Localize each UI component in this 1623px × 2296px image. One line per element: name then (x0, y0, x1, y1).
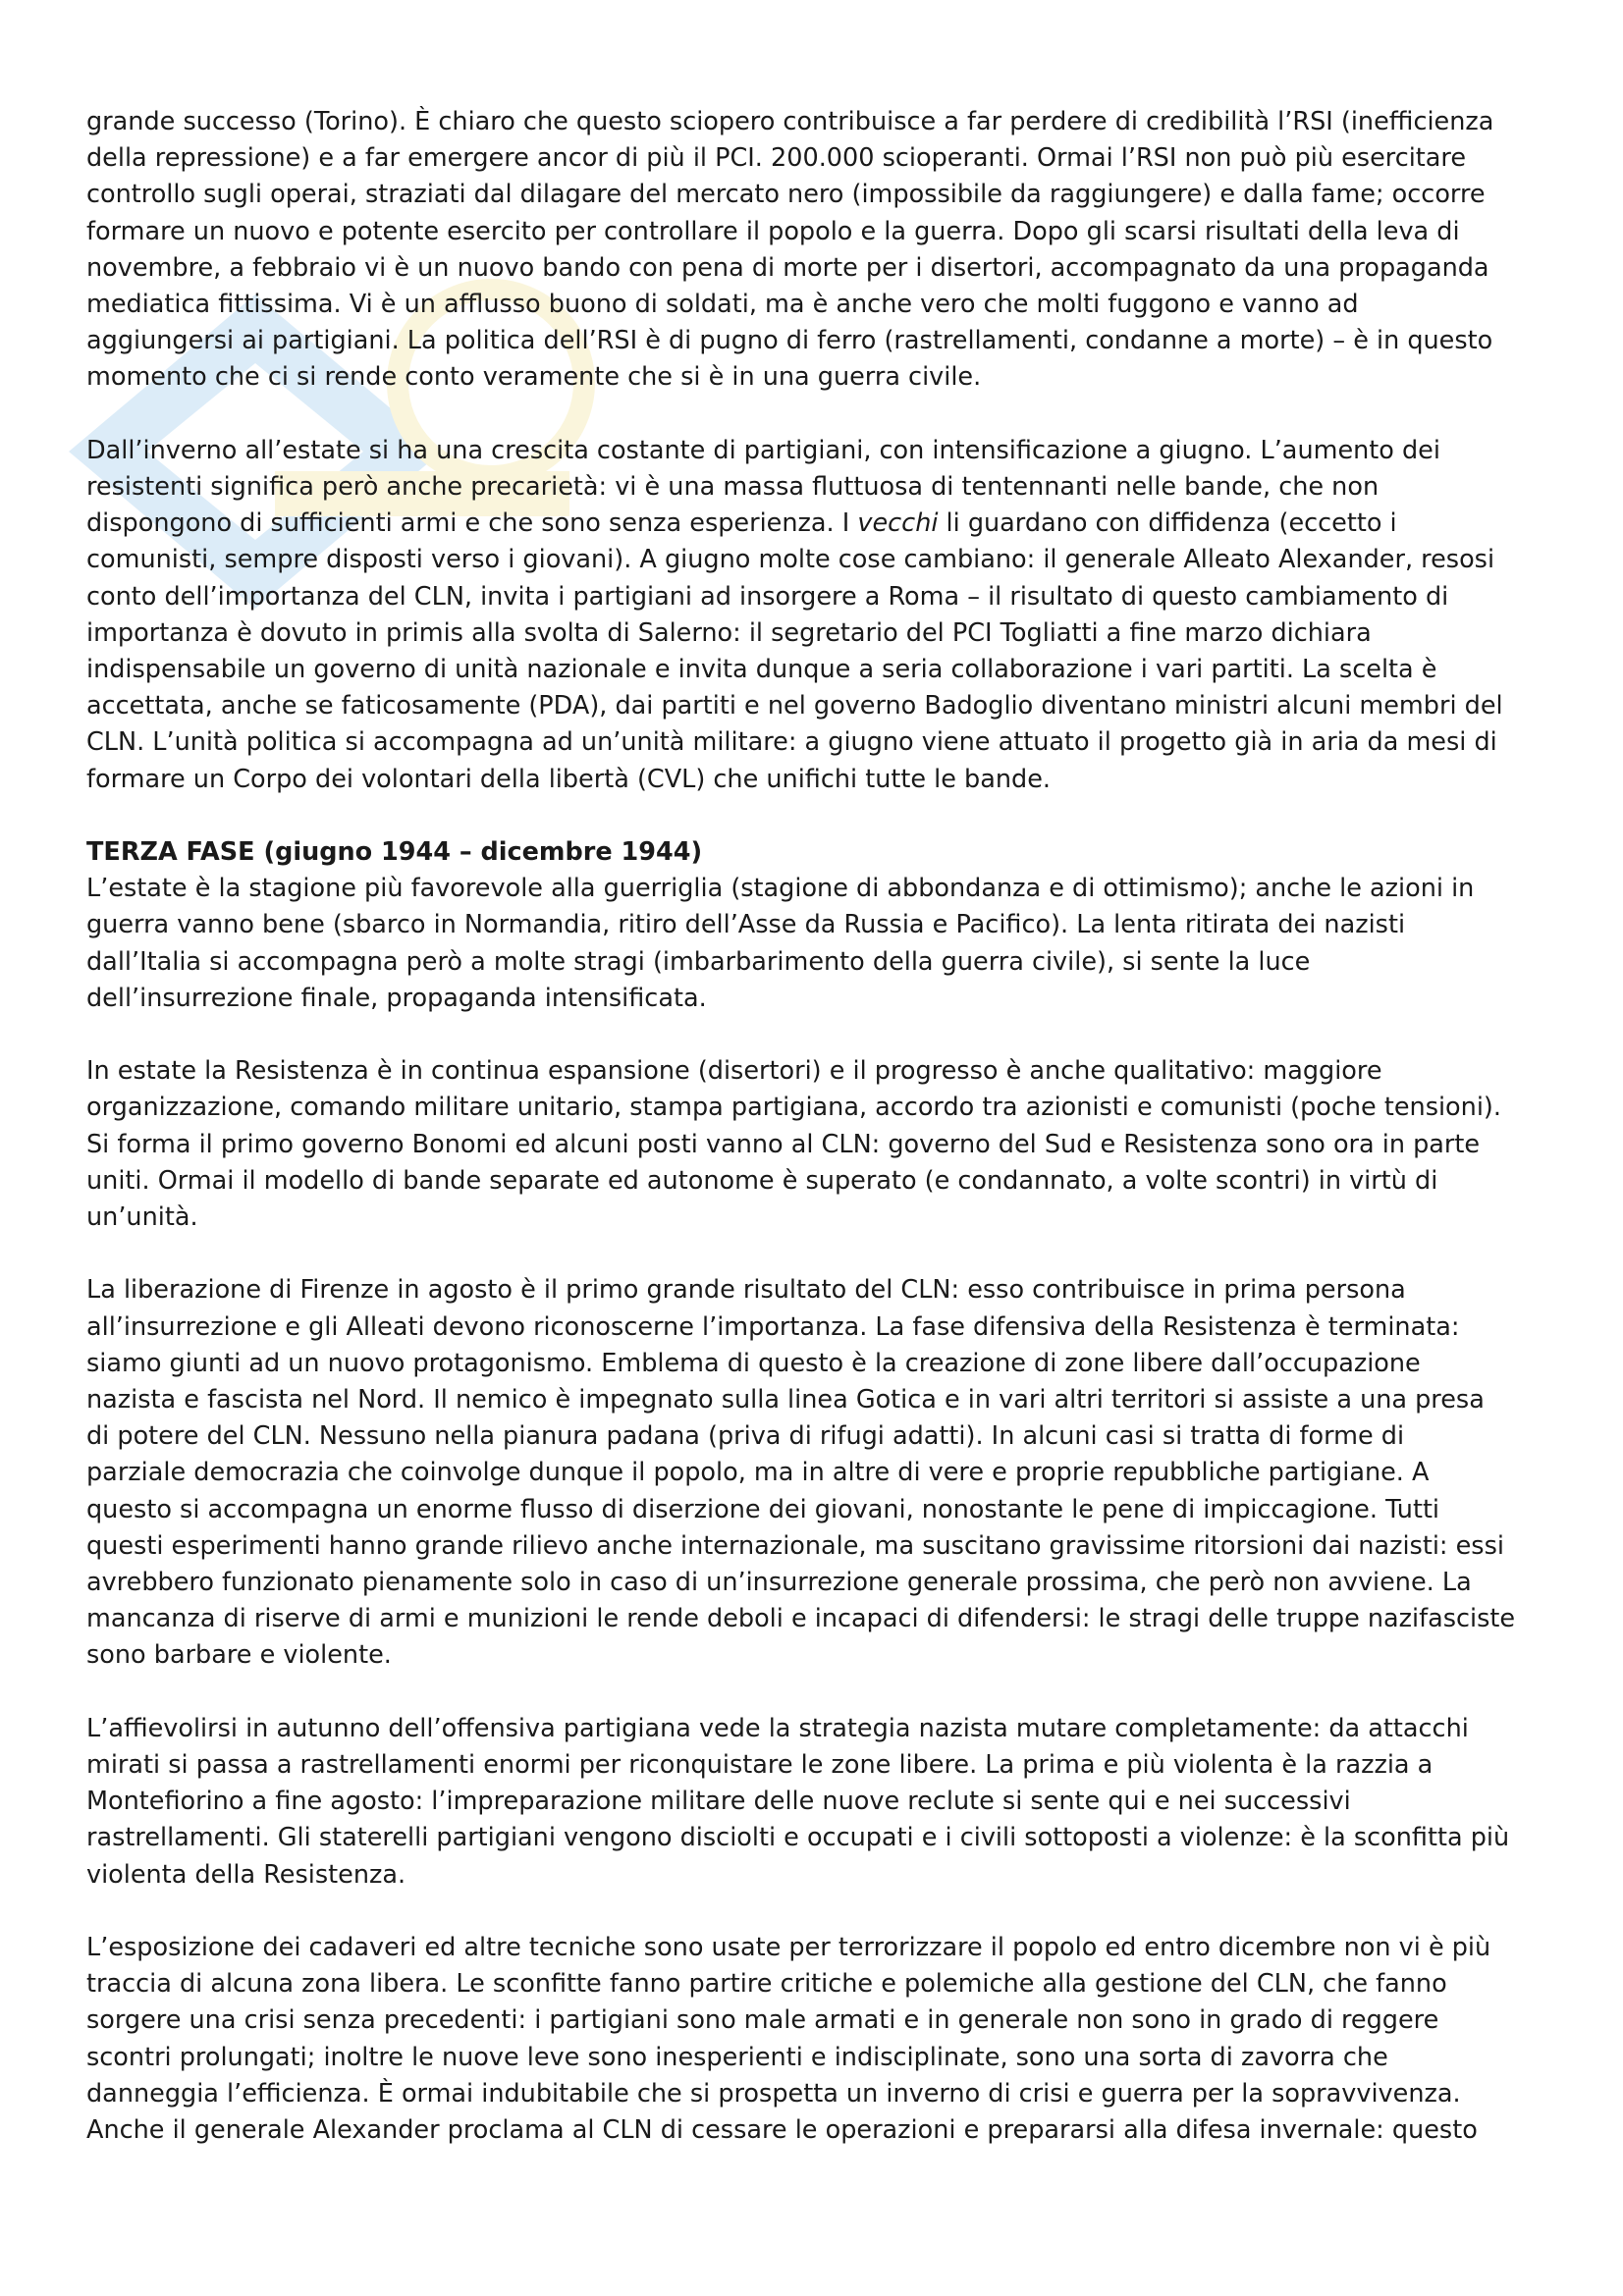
text-line: grande successo (Torino). È chiaro che questo sciopero contribuisce a far perdere di credibilità l’RSI (inefficienza (86, 107, 1494, 136)
text-line: comunisti, sempre disposti verso i giovani). A giugno molte cose cambiano: il generale Alleato Alexander, resosi (86, 545, 1495, 575)
text-line: un’unità. (86, 1202, 198, 1233)
text-line: rastrellamenti. Gli staterelli partigiani vengono disciolti e occupati e i civili sottoposti a violenze: è la sconfitta più (86, 1823, 1510, 1853)
text-line: controllo sugli operai, straziati dal dilagare del mercato nero (impossibile da raggiungere) e dalla fame; occorre (86, 180, 1486, 210)
text-line: mirati si passa a rastrellamenti enormi per riconquistare le zone libere. La prima e più violenta è la razzia a (86, 1750, 1434, 1781)
text-line: danneggia l’efficienza. È ormai indubitabile che si prospetta un inverno di crisi e guerra per la sopravvivenza. (86, 2078, 1461, 2109)
text-line: aggiungersi ai partigiani. La politica dell’RSI è di pugno di ferro (rastrellamenti, condanne a morte) – è in questo (86, 326, 1493, 356)
paragraph-2 (86, 433, 1603, 798)
text-line: Anche il generale Alexander proclama al CLN di cessare le operazioni e prepararsi alla difesa invernale: questo (86, 2115, 1478, 2146)
text-line: all’insurrezione e gli Alleati devono riconoscerne l’importanza. La fase difensiva della Resistenza è terminata: (86, 1311, 1460, 1342)
text-line: violenta della Resistenza. (86, 1859, 406, 1890)
text-line: mediatica fittissima. Vi è un afflusso buono di soldati, ma è anche vero che molti fuggono e vanno ad (86, 290, 1359, 320)
text-line: guerra vanno bene (sbarco in Normandia, ritiro dell’Asse da Russia e Pacifico). La lenta ritirata dei nazisti (86, 910, 1406, 940)
text-line: parziale democrazia che coinvolge dunque il popolo, ma in altre di vere e proprie repubbliche partigiane. A (86, 1458, 1430, 1488)
paragraph-5 (86, 1272, 1603, 1674)
text-line: uniti. Ormai il modello di bande separate ed autonome è superato (e condannato, a volte scontri) in virtù di (86, 1165, 1438, 1196)
paragraph-3 (86, 871, 1603, 1017)
text-line: Montefiorino a fine agosto: l’impreparazione militare delle nuove reclute si sente qui e nei successivi (86, 1787, 1351, 1817)
section-heading: TERZA FASE (giugno 1944 – dicembre 1944) (86, 837, 703, 868)
text-segment: li guardano con diffidenza (eccetto i (938, 508, 1397, 539)
text-line: questo si accompagna un enorme flusso di diserzione dei giovani, nonostante le pene di impiccagione. Tutti (86, 1494, 1440, 1524)
text-line: di potere del CLN. Nessuno nella pianura padana (priva di rifugi adatti). In alcuni casi si tratta di forme di (86, 1421, 1405, 1452)
text-line: Dall’inverno all’estate si ha una crescita costante di partigiani, con intensificazione a giugno. L’aumento dei (86, 435, 1440, 465)
paragraph-6 (86, 1711, 1603, 1894)
text-line: scontri prolungati; inoltre le nuove leve sono inesperienti e indisciplinate, sono una sorta di zavorra che (86, 2042, 1388, 2072)
document-body (86, 104, 1603, 2185)
text-line: dall’Italia si accompagna però a molte stragi (imbarbarimento della guerra civile), si sente la luce (86, 946, 1311, 977)
text-line (86, 506, 1603, 542)
text-line: sono barbare e violente. (86, 1640, 392, 1671)
text-line: In estate la Resistenza è in continua espansione (disertori) e il progresso è anche qualitativo: maggiore (86, 1056, 1382, 1087)
text-line: questi esperimenti hanno grande rilievo anche internazionale, ma suscitano gravissime ritorsioni dai nazisti: essi (86, 1530, 1504, 1561)
text-line: nazista e fascista nel Nord. Il nemico è impegnato sulla linea Gotica e in vari altri territori si assiste a una presa (86, 1385, 1485, 1415)
text-line: dell’insurrezione finale, propaganda intensificata. (86, 983, 707, 1013)
text-line: accettata, anche se faticosamente (PDA), dai partiti e nel governo Badoglio diventano ministri alcuni membri del (86, 691, 1503, 721)
paragraph-7 (86, 1930, 1603, 2149)
text-line: CLN. L’unità politica si accompagna ad un’unità militare: a giugno viene attuato il progetto già in aria da mesi di (86, 727, 1497, 758)
text-line: formare un Corpo dei volontari della libertà (CVL) che unifichi tutte le bande. (86, 764, 1052, 794)
text-line: resistenti significa però anche precarietà: vi è una massa fluttuosa di tentennanti nelle bande, che non (86, 472, 1380, 503)
text-line: La liberazione di Firenze in agosto è il primo grande risultato del CLN: esso contribuisce in prima persona (86, 1275, 1406, 1306)
text-line: L’esposizione dei cadaveri ed altre tecniche sono usate per terrorizzare il popolo ed entro dicembre non vi è più (86, 1933, 1491, 1963)
text-line: siamo giunti ad un nuovo protagonismo. Emblema di questo è la creazione di zone libere dall’occupazione (86, 1348, 1421, 1378)
text-line: L’affievolirsi in autunno dell’offensiva partigiana vede la strategia nazista mutare completamente: da attacchi (86, 1713, 1469, 1743)
paragraph-4 (86, 1053, 1603, 1236)
text-line: L’estate è la stagione più favorevole alla guerriglia (stagione di abbondanza e di ottimismo); anche le azioni in (86, 874, 1475, 904)
italic-word: vecchi (857, 508, 939, 539)
text-line: sorgere una crisi senza precedenti: i partigiani sono male armati e in generale non sono in grado di reggere (86, 2005, 1439, 2036)
text-line: importanza è dovuto in primis alla svolta di Salerno: il segretario del PCI Togliatti a fine marzo dichiara (86, 617, 1372, 648)
text-line: formare un nuovo e potente esercito per controllare il popolo e la guerra. Dopo gli scarsi risultati della leva di (86, 216, 1460, 246)
text-line: indispensabile un governo di unità nazionale e invita dunque a seria collaborazione i vari partiti. La scelta è (86, 655, 1437, 685)
text-line: conto dell’importanza del CLN, invita i partigiani ad insorgere a Roma – il risultato di questo cambiamento di (86, 581, 1449, 612)
paragraph-1 (86, 104, 1603, 397)
text-line: organizzazione, comando militare unitario, stampa partigiana, accordo tra azionisti e comunisti (poche tensioni). (86, 1093, 1501, 1123)
text-line: avrebbero funzionato pienamente solo in caso di un’insurrezione generale prossima, che però non avviene. La (86, 1568, 1472, 1598)
text-line: momento che ci si rende conto veramente che si è in una guerra civile. (86, 362, 982, 393)
text-segment: dispongono di sufficienti armi e che sono senza esperienza. I (86, 508, 858, 539)
text-line: traccia di alcuna zona libera. Le sconfitte fanno partire critiche e polemiche alla gestione del CLN, che fanno (86, 1969, 1447, 2000)
text-line: mancanza di riserve di armi e munizioni le rende deboli e incapaci di difendersi: le stragi delle truppe nazifasciste (86, 1604, 1516, 1634)
text-line: della repressione) e a far emergere ancor di più il PCI. 200.000 scioperanti. Ormai l’RSI non può più esercitare (86, 143, 1467, 174)
text-line: novembre, a febbraio vi è un nuovo bando con pena di morte per i disertori, accompagnato da una propaganda (86, 252, 1489, 283)
text-line: Si forma il primo governo Bonomi ed alcuni posti vanno al CLN: governo del Sud e Resistenza sono ora in parte (86, 1129, 1481, 1159)
